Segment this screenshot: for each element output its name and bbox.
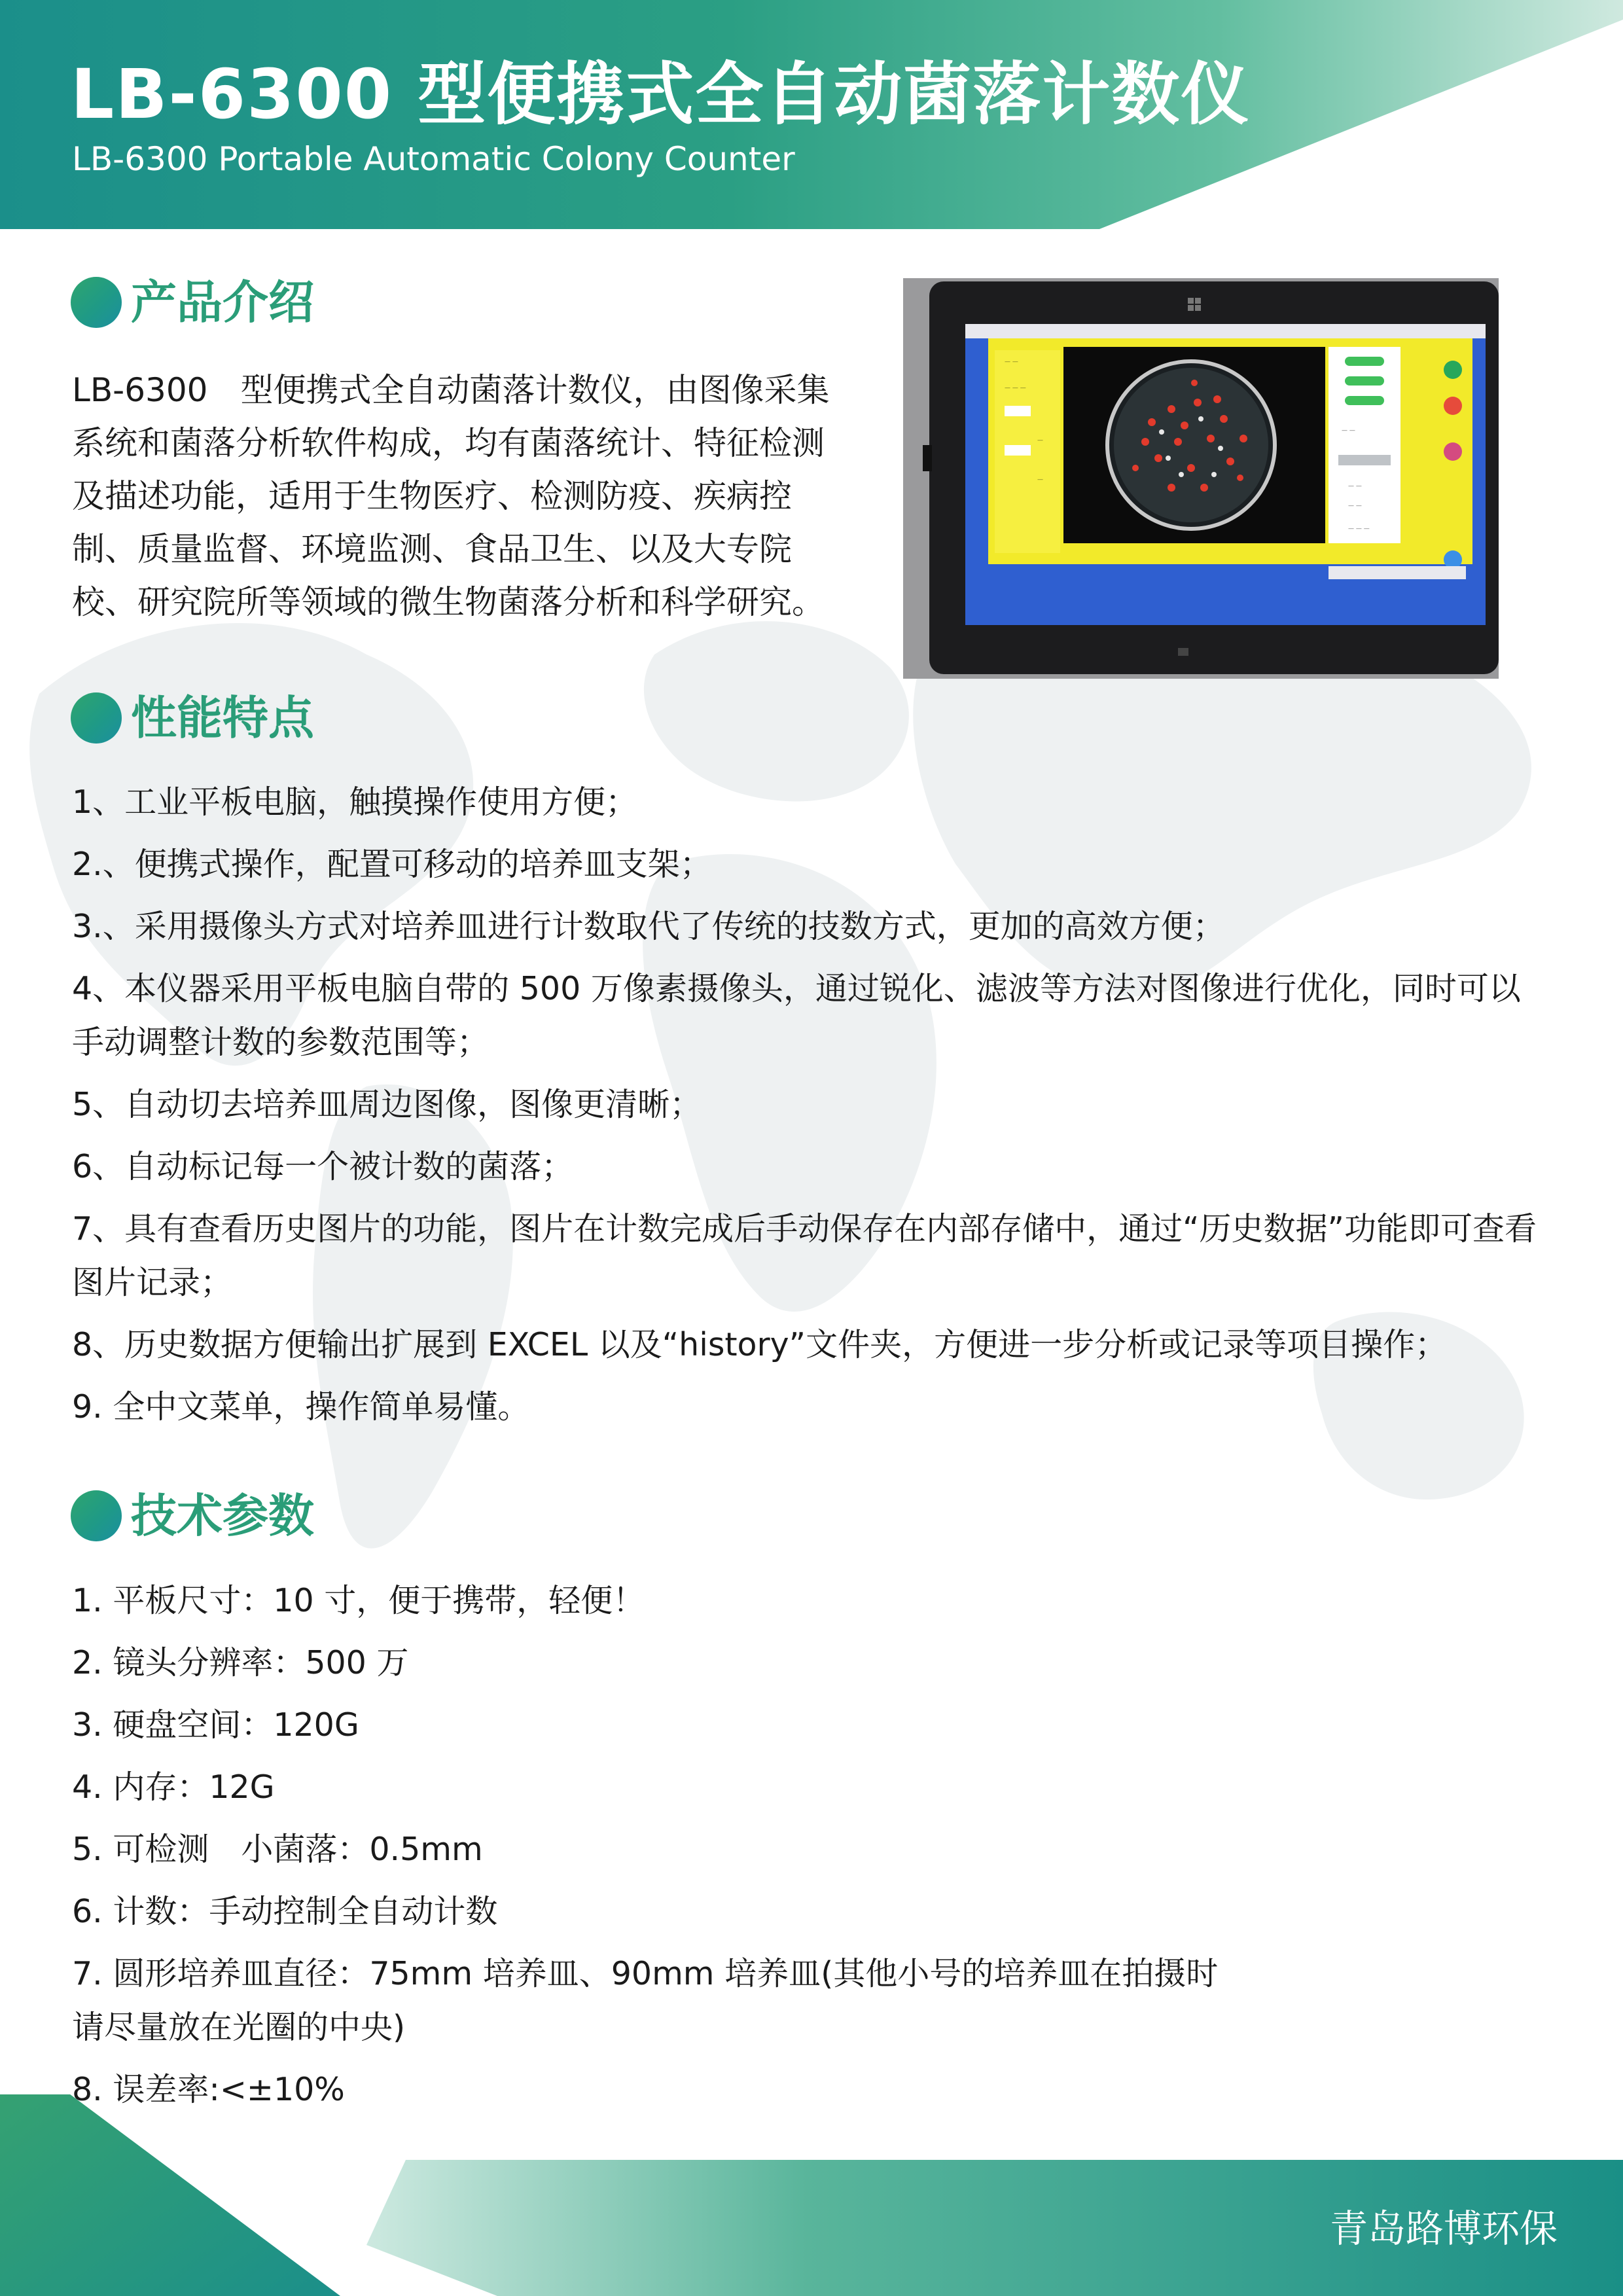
intro-paragraph: LB-6300 型便携式全自动菌落计数仪，由图像采集系统和菌落分析软件构成，均有菌落统计、特征检测及描述功能，适用于生物医疗、检测防疫、疾病控制、质量监督、环境监测、食品卫生、以及大专院校、研究院所等领域的微生物菌落分析和科学研究。 xyxy=(72,371,830,621)
list-item: 7、具有查看历史图片的功能，图片在计数完成后手动保存在内部存储中，通过“历史数据”功能即可查看图片记录； xyxy=(72,1210,1537,1301)
list-item: 9. 全中文菜单，操作简单易懂。 xyxy=(72,1388,530,1426)
section-heading-intro xyxy=(71,273,314,332)
section-title: 技术参数 xyxy=(131,1489,314,1543)
list-item: 6. 计数：手动控制全自动计数 xyxy=(72,1893,498,1930)
list-item: 4. 内存：12G xyxy=(72,1768,275,1806)
product-photo xyxy=(903,278,1499,679)
section-heading-specs xyxy=(71,1486,314,1545)
list-item: 7. 圆形培养皿直径：75mm 培养皿、90mm 培养皿(其他小号的培养皿在拍摄时请尽量放在光圈的中央) xyxy=(72,1955,1219,2046)
bullet-circle-icon xyxy=(71,277,122,328)
page-subtitle: LB-6300 Portable Automatic Colony Counter xyxy=(72,140,795,178)
list-item: 6、自动标记每一个被计数的菌落； xyxy=(72,1148,574,1185)
list-item: 5. 可检测 小菌落：0.5mm xyxy=(72,1831,483,1868)
spec-list xyxy=(72,1574,1538,2125)
list-item: 1. 平板尺寸：10 寸，便于携带，轻便！ xyxy=(72,1582,645,1619)
footer-banner xyxy=(0,2094,1623,2296)
list-item: 5、自动切去培养皿周边图像，图像更清晰； xyxy=(72,1086,702,1123)
list-item: 3.、采用摄像头方式对培养皿进行计数取代了传统的技数方式，更加的高效方便； xyxy=(72,908,1225,945)
svg-text:— — —: — — — xyxy=(1348,526,1370,532)
list-item: 4、本仪器采用平板电脑自带的 500 万像素摄像头，通过锐化、滤波等方法对图像进行优化，同时可以手动调整计数的参数范围等； xyxy=(72,970,1521,1061)
list-item: 8、历史数据方便输出扩展到 EXCEL 以及“history”文件夹，方便进一步分析或记录等项目操作； xyxy=(72,1326,1448,1363)
svg-text:—: — xyxy=(1037,476,1043,483)
page-title: LB-6300 型便携式全自动菌落计数仪 xyxy=(71,54,1251,134)
svg-text:— — —: — — — xyxy=(1005,385,1026,391)
svg-text:— —: — — xyxy=(1348,503,1362,509)
bullet-circle-icon xyxy=(71,692,122,744)
list-item: 8. 误差率:<±10% xyxy=(72,2071,345,2108)
svg-text:— —: — — xyxy=(1348,483,1362,490)
list-item: 2.、便携式操作，配置可移动的培养皿支架； xyxy=(72,846,712,883)
section-title: 产品介绍 xyxy=(131,276,314,329)
company-name: 青岛路博环保 xyxy=(1330,2206,1558,2251)
list-item: 2. 镜头分辨率：500 万 xyxy=(72,1644,409,1681)
section-title: 性能特点 xyxy=(131,691,314,745)
section-heading-features xyxy=(71,689,314,747)
svg-text:— —: — — xyxy=(1005,359,1018,365)
list-item: 3. 硬盘空间：120G xyxy=(72,1706,359,1744)
feature-list xyxy=(72,776,1538,1443)
svg-text:—: — xyxy=(1037,437,1043,444)
bullet-circle-icon xyxy=(71,1490,122,1541)
svg-text:— —: — — xyxy=(1342,427,1355,434)
list-item: 1、工业平板电脑，触摸操作使用方便； xyxy=(72,783,638,821)
